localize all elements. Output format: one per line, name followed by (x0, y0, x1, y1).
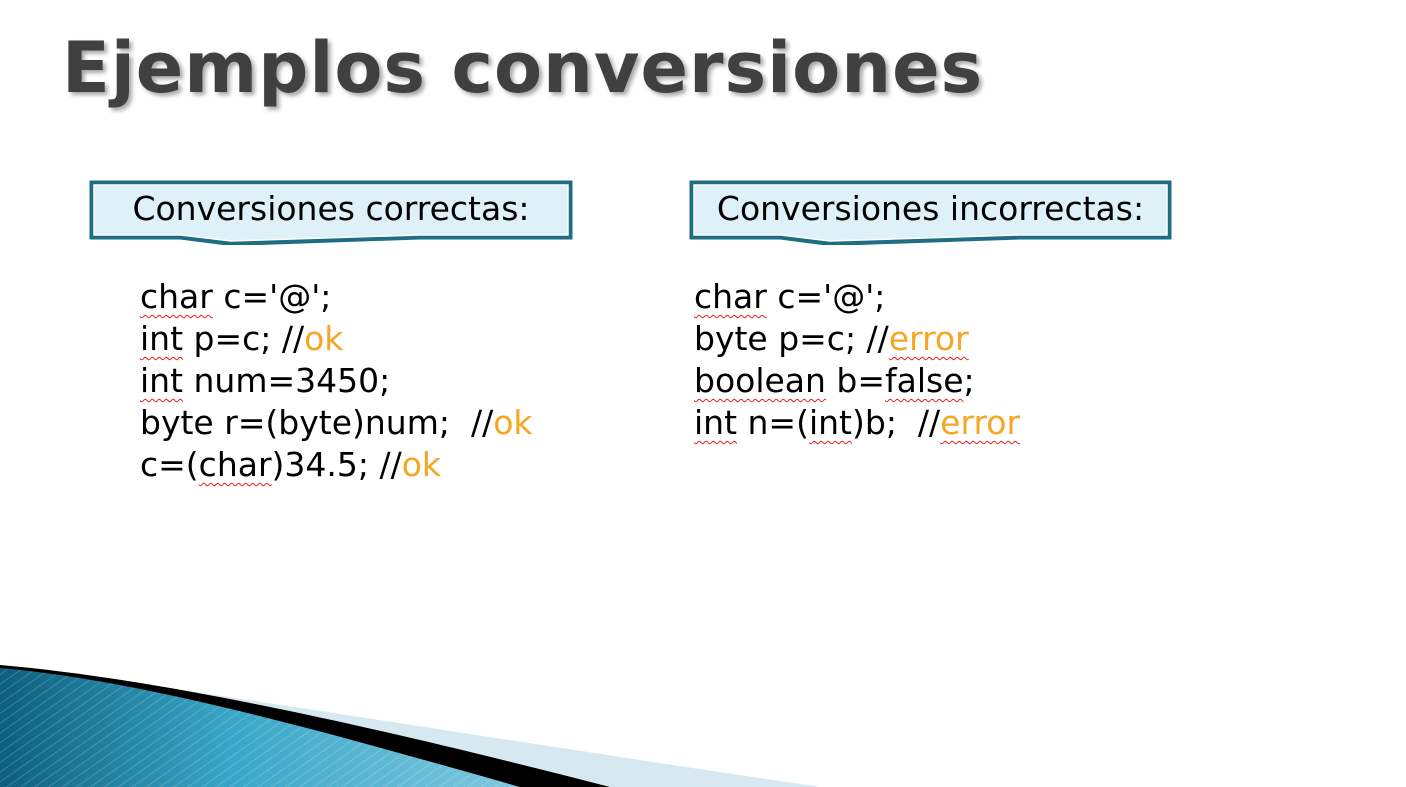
code-token: n=( (737, 403, 809, 442)
callout-incorrect (688, 179, 1173, 242)
code-token: int (140, 319, 184, 358)
callout-correct (88, 179, 574, 242)
code-token: char (694, 277, 767, 316)
code-block-correct (140, 276, 533, 486)
code-token: int (140, 361, 184, 400)
code-line (694, 276, 1020, 318)
slide-title: Ejemplos conversiones (62, 27, 984, 109)
code-line (694, 402, 1020, 444)
code-token: int (694, 403, 738, 442)
code-token: c='@'; (766, 277, 886, 316)
callout-incorrect-label: Conversiones incorrectas: (716, 188, 1145, 228)
callout-correct-label: Conversiones correctas: (132, 188, 530, 228)
code-token: int (808, 403, 852, 442)
code-token: boolean (694, 361, 826, 400)
code-token: c=( (140, 445, 199, 484)
code-line (140, 318, 533, 360)
code-token: char (198, 445, 272, 484)
result-comment: error (888, 319, 969, 358)
code-token: ; (963, 361, 975, 400)
code-line (140, 276, 533, 318)
code-line (140, 360, 533, 402)
code-block-incorrect (694, 276, 1020, 444)
code-token: c='@'; (212, 277, 332, 316)
code-token: byte p=c; // (694, 319, 889, 358)
code-token: num=3450; (183, 361, 391, 400)
result-comment: ok (304, 319, 344, 358)
code-token: b= (825, 361, 886, 400)
code-token: byte r=(byte)num; // (140, 403, 494, 442)
code-token: )b; // (852, 403, 941, 442)
code-line (140, 402, 533, 444)
code-line (694, 360, 1020, 402)
result-comment: ok (401, 445, 442, 484)
code-token: false (885, 361, 964, 400)
code-line (694, 318, 1020, 360)
code-token: )34.5; // (271, 445, 402, 484)
code-token: char (140, 277, 213, 316)
result-comment: error (940, 403, 1021, 442)
code-line (140, 444, 533, 486)
result-comment: ok (493, 403, 533, 442)
code-token: p=c; // (183, 319, 305, 358)
